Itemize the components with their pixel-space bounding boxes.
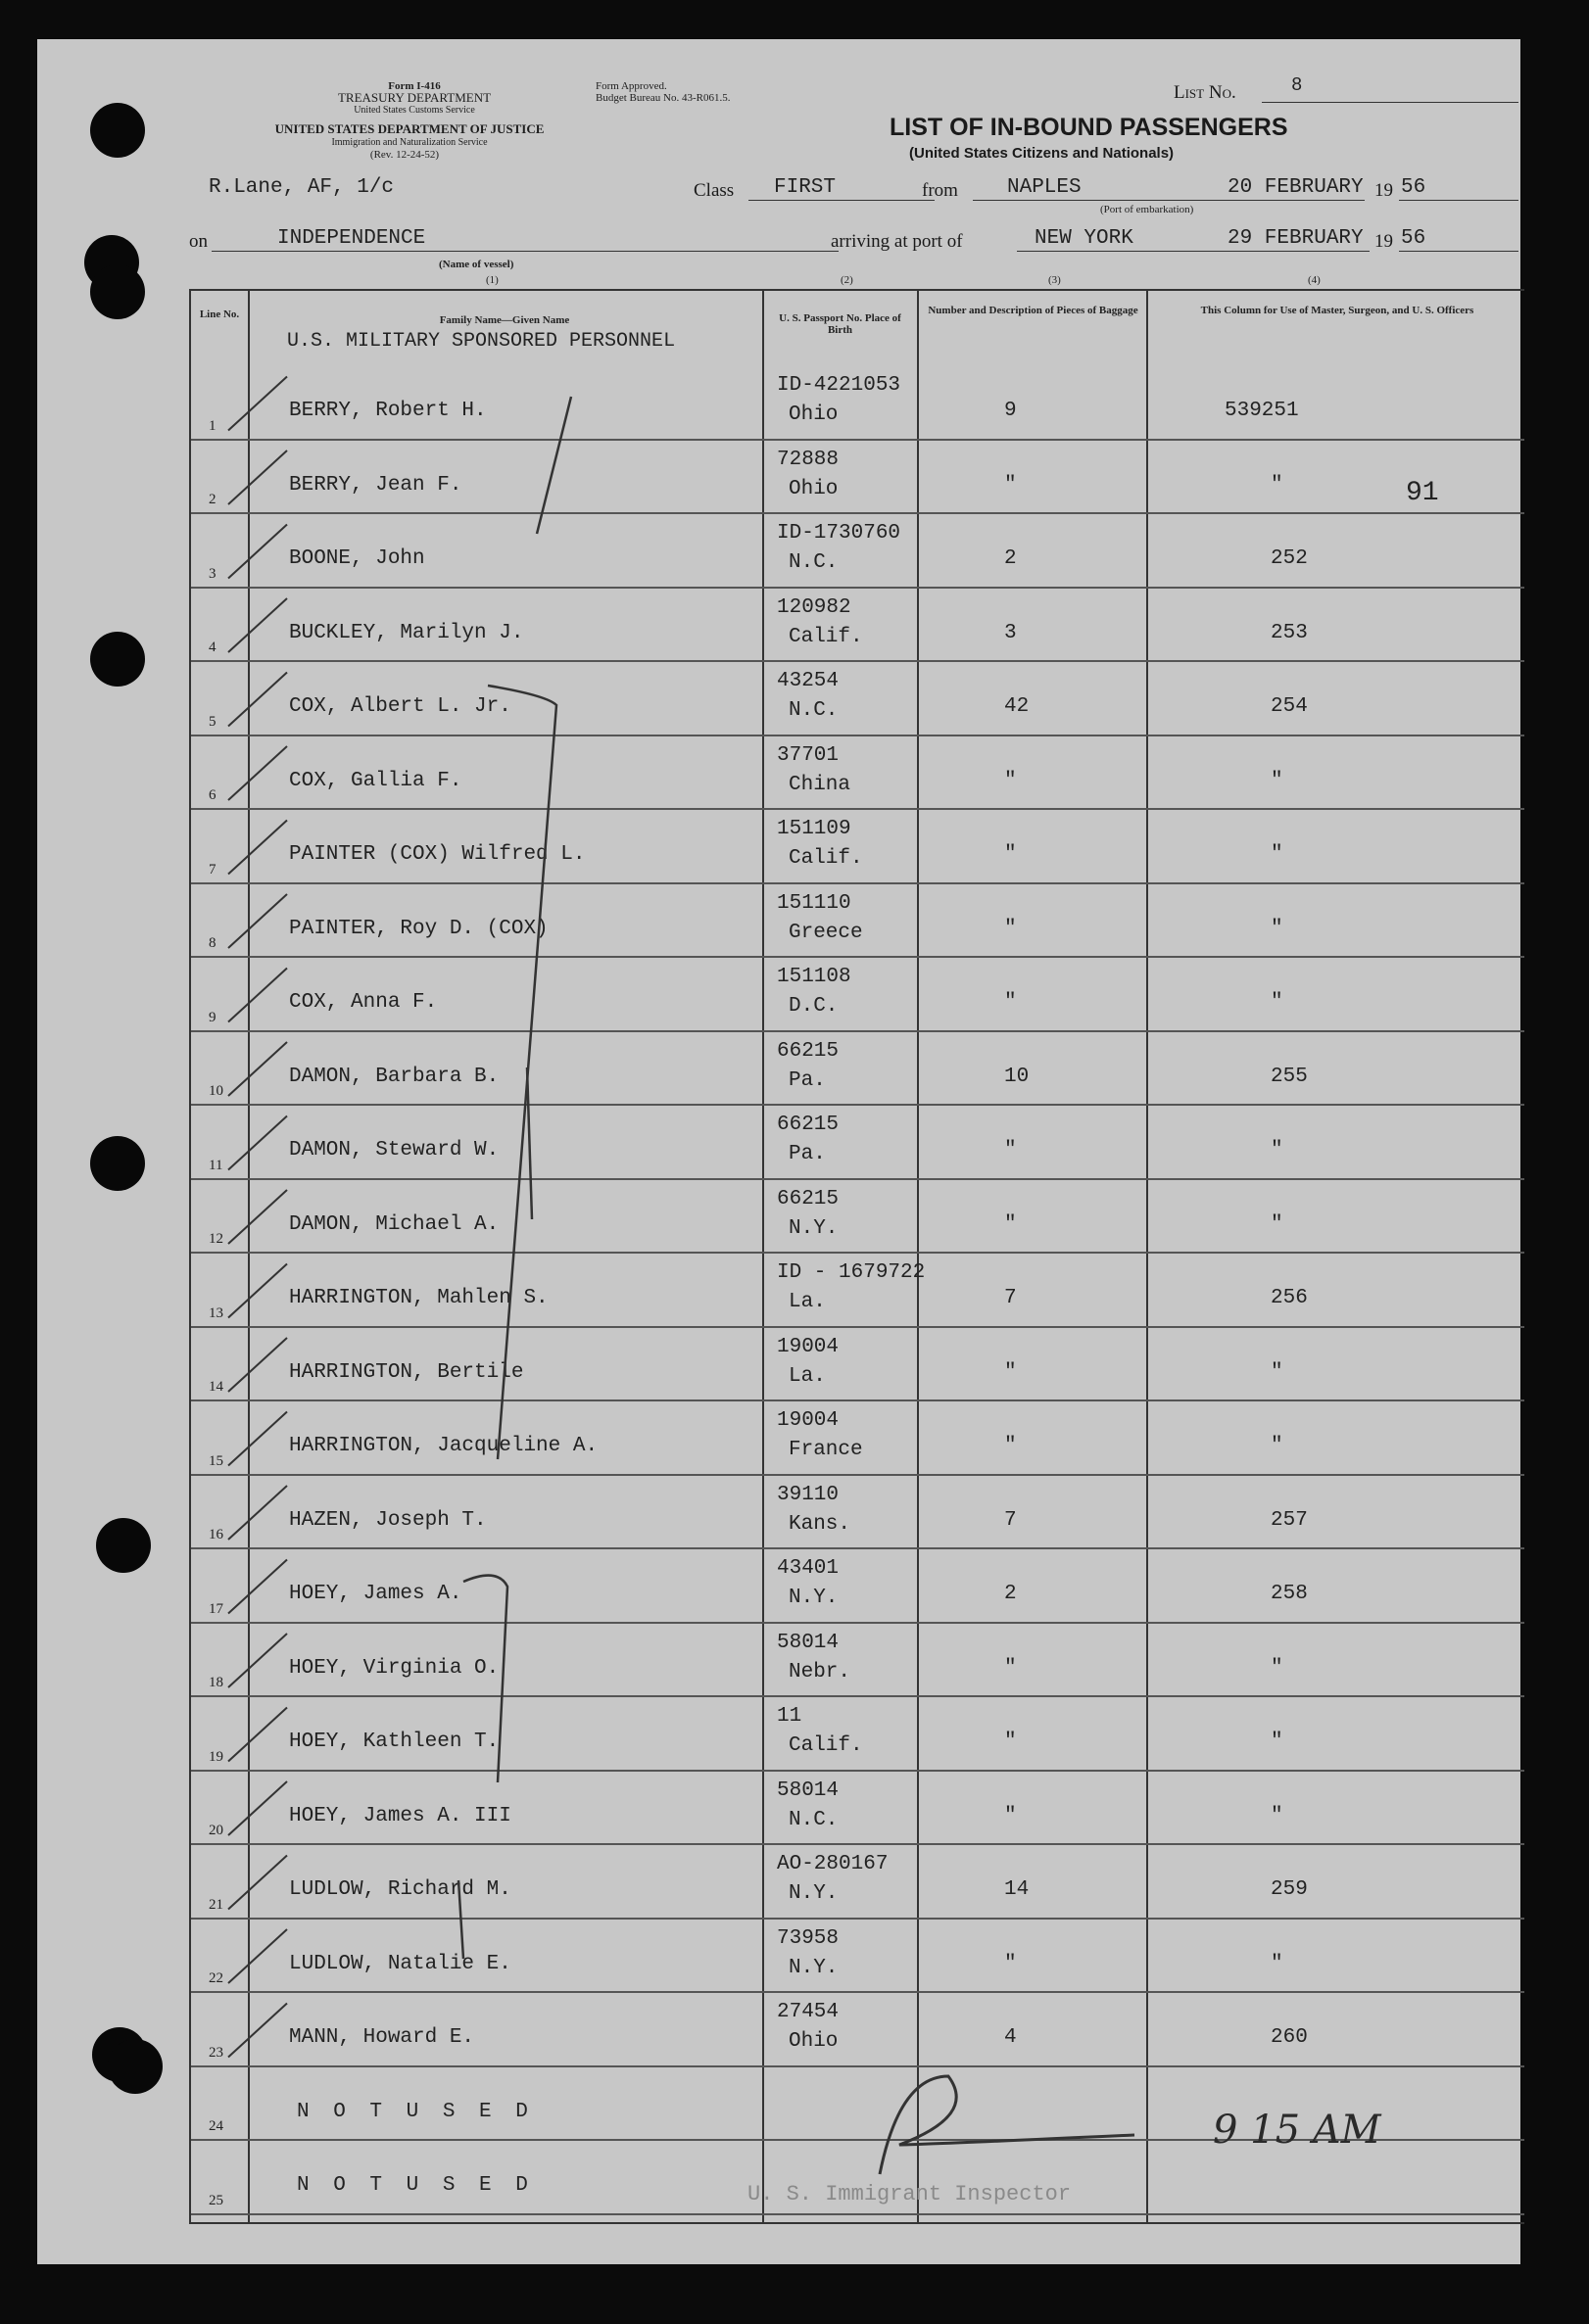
header-line-no: Line No. — [199, 308, 240, 320]
check-mark — [228, 1116, 287, 1170]
passenger-name: MANN, Howard E. — [289, 2026, 475, 2049]
pen-mark — [527, 1067, 532, 1219]
place-of-birth: La. — [789, 1364, 826, 1388]
baggage-count: 42 — [1004, 695, 1030, 718]
line-number: 4 — [209, 640, 217, 655]
check-mark — [228, 525, 287, 579]
passenger-name: N O T U S E D — [297, 2100, 534, 2123]
baggage-count: " — [1004, 1139, 1017, 1162]
header-family-name: Family Name—Given Name — [439, 314, 570, 326]
passenger-name: HARRINGTON, Jacqueline A. — [289, 1435, 599, 1457]
line-number: 19 — [209, 1748, 223, 1765]
customs-service: United States Customs Service — [354, 105, 475, 116]
officer-entry: 258 — [1271, 1583, 1308, 1605]
check-mark — [228, 1929, 287, 1983]
check-mark — [228, 1190, 287, 1244]
arriving-label: arriving at port of — [831, 231, 963, 252]
passenger-name: DAMON, Steward W. — [289, 1139, 500, 1162]
passport-number: 58014 — [777, 1779, 840, 1802]
passenger-name: LUDLOW, Natalie E. — [289, 1952, 511, 1975]
place-of-birth: Greece — [789, 921, 863, 944]
officer-entry: " — [1271, 917, 1283, 940]
baggage-count: 10 — [1004, 1065, 1030, 1088]
check-mark — [228, 673, 287, 727]
line-number: 6 — [209, 787, 217, 803]
passport-number: 151110 — [777, 891, 851, 915]
place-of-birth: N.Y. — [789, 1587, 839, 1609]
officer-entry: " — [1271, 1435, 1283, 1457]
passport-number: 27454 — [777, 2001, 840, 2023]
place-of-birth: N.Y. — [789, 1216, 839, 1240]
place-of-birth: Calif. — [789, 625, 863, 648]
form-subtitle: (United States Citizens and Nationals) — [909, 145, 1175, 162]
officer-entry: 539251 — [1225, 400, 1299, 422]
line-number: 24 — [209, 2118, 223, 2134]
place-of-birth: N.Y. — [789, 1956, 839, 1979]
line-number: 22 — [209, 1970, 223, 1986]
baggage-count: " — [1004, 1656, 1017, 1680]
passenger-name: HOEY, James A. — [289, 1583, 462, 1605]
depart-year-prefix: 19 — [1374, 180, 1393, 201]
passenger-name: BOONE, John — [289, 547, 425, 570]
check-mark — [228, 1634, 287, 1687]
place-of-birth: N.Y. — [789, 1882, 839, 1905]
margin-number: 91 — [1406, 478, 1439, 508]
check-mark — [228, 746, 287, 800]
place-of-birth: Ohio — [789, 2030, 839, 2053]
officer-entry: 254 — [1271, 695, 1308, 718]
passenger-name: DAMON, Michael A. — [289, 1212, 500, 1236]
check-mark — [228, 1560, 287, 1614]
col-num-3: (3) — [1048, 274, 1061, 286]
baggage-count: 14 — [1004, 1878, 1030, 1901]
line-number: 21 — [209, 1896, 223, 1913]
passenger-name: COX, Albert L. Jr. — [289, 695, 511, 718]
signature-scrawl — [880, 2076, 1134, 2174]
passenger-name: BUCKLEY, Marilyn J. — [289, 621, 524, 644]
place-of-birth: Ohio — [789, 403, 839, 426]
check-mark — [228, 1856, 287, 1910]
passport-number: 19004 — [777, 1335, 840, 1358]
port-embark-label: (Port of embarkation) — [1100, 204, 1194, 215]
passport-number: ID - 1679722 — [777, 1261, 926, 1284]
place-of-birth: Nebr. — [789, 1660, 851, 1684]
line-number: 18 — [209, 1675, 223, 1690]
officer-entry: " — [1271, 1952, 1283, 1975]
baggage-count: " — [1004, 1360, 1017, 1384]
header-officers: This Column for Use of Master, Surgeon, and U. S. Officers — [1200, 305, 1474, 316]
check-mark — [228, 2004, 287, 2058]
check-mark — [228, 894, 287, 948]
check-mark — [228, 1708, 287, 1762]
depart-date: 20 FEBRUARY — [1228, 176, 1364, 199]
officer-entry: " — [1271, 1656, 1283, 1680]
baggage-count: " — [1004, 1435, 1017, 1457]
officer-entry: " — [1271, 473, 1283, 497]
from-value: NAPLES — [1007, 176, 1082, 199]
justice-dept: UNITED STATES DEPARTMENT OF JUSTICE — [274, 121, 545, 136]
arrival-date: 29 FEBRUARY — [1228, 227, 1364, 250]
line-number: 7 — [209, 861, 217, 877]
pen-mark — [537, 397, 571, 534]
passport-number: 43254 — [777, 670, 840, 692]
place-of-birth: D.C. — [789, 995, 839, 1018]
baggage-count: " — [1004, 1804, 1017, 1827]
revision: (Rev. 12-24-52) — [369, 149, 440, 161]
passport-number: 120982 — [777, 595, 851, 619]
place-of-birth: N.C. — [789, 1808, 839, 1831]
officer-entry: " — [1271, 1139, 1283, 1162]
baggage-count: 7 — [1004, 1508, 1017, 1532]
baggage-count: 2 — [1004, 547, 1017, 570]
check-mark — [228, 1264, 287, 1318]
vessel-label: (Name of vessel) — [439, 259, 514, 270]
passport-number: 73958 — [777, 1926, 840, 1950]
passenger-name: HARRINGTON, Mahlen S. — [289, 1287, 549, 1309]
officer-entry: 260 — [1271, 2026, 1308, 2049]
place-of-birth: China — [789, 773, 851, 796]
line-number: 10 — [209, 1083, 223, 1099]
ins-service: Immigration and Naturalization Service — [331, 137, 488, 148]
passenger-name: PAINTER (COX) Wilfred L. — [289, 843, 586, 866]
passenger-name: HOEY, Kathleen T. — [289, 1731, 500, 1753]
place-of-birth: Kans. — [789, 1512, 851, 1536]
pen-mark — [458, 1880, 463, 1959]
line-number: 14 — [209, 1379, 223, 1395]
passenger-name: HOEY, Virginia O. — [289, 1656, 500, 1680]
baggage-count: 2 — [1004, 1583, 1017, 1605]
passenger-name: LUDLOW, Richard M. — [289, 1878, 511, 1901]
passport-number: 66215 — [777, 1039, 840, 1063]
officer-entry: 257 — [1271, 1508, 1308, 1532]
passport-number: 66215 — [777, 1187, 840, 1210]
passport-number: 66215 — [777, 1114, 840, 1136]
line-number: 8 — [209, 935, 217, 951]
budget-bureau: Budget Bureau No. 43-R061.5. — [596, 92, 731, 104]
pen-marks — [37, 39, 1520, 2264]
check-mark — [228, 1042, 287, 1096]
officer-entry: 255 — [1271, 1065, 1308, 1088]
arrival-year: 56 — [1401, 227, 1426, 250]
inspector-stamp: U. S. Immigrant Inspector — [747, 2182, 1072, 2206]
line-number: 20 — [209, 1823, 223, 1838]
check-mark — [228, 1781, 287, 1835]
passenger-name: COX, Anna F. — [289, 991, 438, 1014]
line-number: 13 — [209, 1304, 223, 1321]
handwritten-note: 9 15 AM — [1213, 2108, 1381, 2153]
check-mark — [228, 969, 287, 1022]
officer-entry: " — [1271, 1360, 1283, 1384]
header-passport: U. S. Passport No. Place of Birth — [779, 312, 901, 336]
place-of-birth: N.C. — [789, 699, 839, 722]
baggage-count: " — [1004, 473, 1017, 497]
baggage-count: 7 — [1004, 1287, 1017, 1309]
col-num-2: (2) — [841, 274, 853, 286]
class-label: Class — [694, 180, 735, 201]
officer-entry: " — [1271, 1212, 1283, 1236]
officer-entry: 253 — [1271, 621, 1308, 644]
list-no-value: 8 — [1291, 74, 1303, 96]
line-number: 11 — [209, 1157, 223, 1173]
baggage-count: " — [1004, 1952, 1017, 1975]
depart-year: 56 — [1401, 176, 1426, 199]
officer-entry: 252 — [1271, 547, 1308, 570]
passenger-name: HARRINGTON, Bertile — [289, 1360, 524, 1384]
place-of-birth: Calif. — [789, 1734, 863, 1757]
form-title: LIST OF IN-BOUND PASSENGERS — [890, 114, 1288, 141]
class-value: FIRST — [774, 176, 837, 199]
passport-number: 58014 — [777, 1631, 840, 1654]
officer-entry: " — [1271, 991, 1283, 1014]
baggage-count: 4 — [1004, 2026, 1017, 2049]
list-no-label: List No. — [1174, 82, 1236, 103]
passport-number: AO-280167 — [777, 1853, 889, 1875]
passport-number: 72888 — [777, 448, 840, 471]
line-number: 9 — [209, 1009, 217, 1025]
check-mark — [228, 598, 287, 652]
col-num-1: (1) — [486, 274, 499, 286]
vessel-name: INDEPENDENCE — [277, 227, 426, 250]
line-number: 23 — [209, 2044, 223, 2061]
pen-mark — [488, 686, 556, 1459]
form-approved: Form Approved. — [596, 80, 667, 92]
passport-number: ID-4221053 — [777, 374, 901, 397]
officer-entry: " — [1271, 769, 1283, 792]
line-number: 3 — [209, 565, 217, 582]
pen-mark — [463, 1576, 507, 1782]
check-mark — [228, 1412, 287, 1466]
passenger-name: N O T U S E D — [297, 2174, 534, 2197]
line-number: 1 — [209, 417, 217, 434]
col-num-4: (4) — [1308, 274, 1321, 286]
line-number: 17 — [209, 1600, 223, 1617]
line-number: 12 — [209, 1231, 223, 1247]
place-of-birth: France — [789, 1439, 863, 1461]
check-mark — [228, 821, 287, 875]
preparer-name: R.Lane, AF, 1/c — [209, 176, 395, 199]
check-mark — [228, 1338, 287, 1392]
baggage-count: " — [1004, 991, 1017, 1014]
passport-number: 37701 — [777, 743, 840, 767]
passport-number: ID-1730760 — [777, 522, 901, 545]
officer-entry: " — [1271, 1804, 1283, 1827]
passenger-name: HAZEN, Joseph T. — [289, 1508, 487, 1532]
passport-number: 19004 — [777, 1409, 840, 1432]
baggage-count: 3 — [1004, 621, 1017, 644]
line-number: 15 — [209, 1452, 223, 1469]
header-group: U.S. MILITARY SPONSORED PERSONNEL — [287, 330, 676, 353]
check-mark — [228, 1486, 287, 1540]
arrival-port: NEW YORK — [1035, 227, 1133, 250]
officer-entry: " — [1271, 843, 1283, 866]
place-of-birth: La. — [789, 1291, 826, 1313]
from-label: from — [922, 180, 958, 201]
line-number: 5 — [209, 713, 217, 730]
officer-entry: " — [1271, 1731, 1283, 1753]
place-of-birth: Pa. — [789, 1143, 826, 1165]
passport-number: 39110 — [777, 1483, 840, 1506]
passenger-name: COX, Gallia F. — [289, 769, 462, 792]
line-number: 16 — [209, 1527, 223, 1542]
check-mark — [228, 377, 287, 431]
header-baggage: Number and Description of Pieces of Baggage — [928, 305, 1138, 316]
document-page — [37, 39, 1520, 2264]
passenger-name: BERRY, Jean F. — [289, 473, 462, 497]
place-of-birth: Pa. — [789, 1068, 826, 1092]
passenger-name: DAMON, Barbara B. — [289, 1065, 500, 1088]
passenger-name: HOEY, James A. III — [289, 1804, 511, 1827]
baggage-count: " — [1004, 843, 1017, 866]
passport-number: 11 — [777, 1705, 802, 1728]
officer-entry: 259 — [1271, 1878, 1308, 1901]
place-of-birth: Ohio — [789, 477, 839, 500]
baggage-count: " — [1004, 917, 1017, 940]
passport-number: 151109 — [777, 818, 851, 840]
passenger-name: BERRY, Robert H. — [289, 400, 487, 422]
arrival-year-prefix: 19 — [1374, 231, 1393, 252]
passport-number: 151108 — [777, 966, 851, 988]
line-number: 25 — [209, 2192, 223, 2208]
baggage-count: " — [1004, 1212, 1017, 1236]
baggage-count: 9 — [1004, 400, 1017, 422]
check-mark — [228, 451, 287, 504]
officer-entry: 256 — [1271, 1287, 1308, 1309]
treasury-dept: TREASURY DEPARTMENT — [337, 90, 492, 105]
line-number: 2 — [209, 492, 217, 507]
place-of-birth: Calif. — [789, 847, 863, 870]
baggage-count: " — [1004, 769, 1017, 792]
form-number: Form I-416 — [388, 80, 441, 92]
on-label: on — [189, 231, 208, 252]
passport-number: 43401 — [777, 1557, 840, 1580]
passenger-name: PAINTER, Roy D. (COX) — [289, 917, 549, 940]
place-of-birth: N.C. — [789, 551, 839, 574]
baggage-count: " — [1004, 1731, 1017, 1753]
